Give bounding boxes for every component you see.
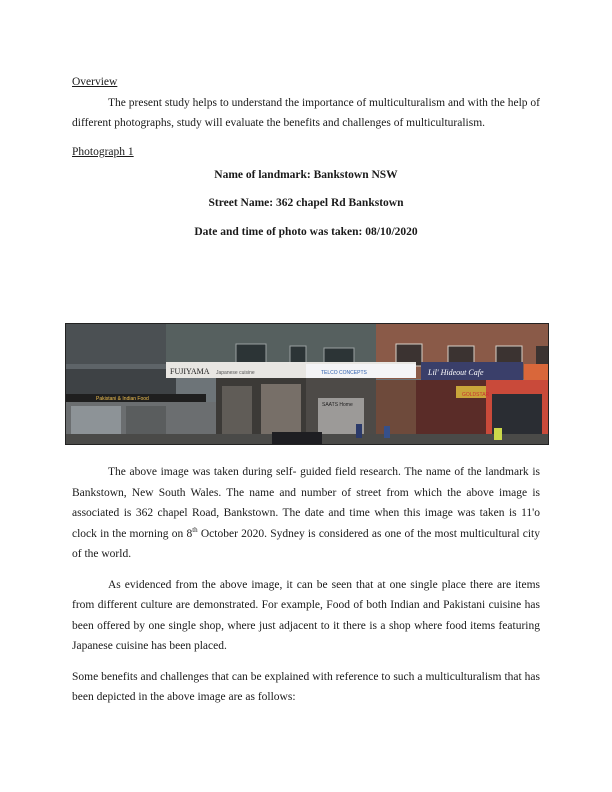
photograph-section: [72, 142, 540, 242]
sign-fujiyama-sub: Japanese cuisine: [216, 370, 255, 376]
landmark-line: Name of landmark: Bankstown NSW: [214, 168, 398, 181]
body-paragraph-3: Some benefits and challenges that can be explained with reference to such a multiculturalism that has been depicted in the above image are as follows:: [72, 670, 540, 703]
sign-indian: Pakistani & Indian Food: [96, 396, 149, 402]
sign-goldstar: GOLDSTAR: [462, 392, 490, 398]
overview-paragraph: The present study helps to understand the importance of multiculturalism and with the help of different photographs, study will evaluate the benefits and challenges of multiculturalism.: [72, 96, 540, 129]
ordinal-suffix: th: [192, 525, 198, 534]
sign-telco: TELCO CONCEPTS: [321, 370, 367, 376]
photograph-heading: Photograph 1: [72, 146, 134, 158]
body-paragraph-2: As evidenced from the above image, it can be seen that at one single place there are items from different culture are demonstrated. For example, Food of both Indian and Pakistani cuisine has been offered by one single shop, where just adjacent to it there is a shop where food items featuring Japanese cuisine has been placed.: [72, 578, 540, 652]
body-paragraph-1-start: The above image was taken during self- guided field research. The name of the landmark is Bankstown, New South Wales. The name and number of street from which the above image is associated is 362 chapel Road, Bankstown. The date and time when this image was taken is 11'o clock in the morning on 8: [72, 466, 540, 540]
street-line: Street Name: 362 chapel Rd Bankstown: [208, 197, 404, 209]
date-line: Date and time of photo was taken: 08/10/2020: [194, 225, 418, 238]
sign-cafe: Lil' Hideout Cafe: [428, 368, 484, 377]
sign-fujiyama: FUJIYAMA: [170, 367, 210, 376]
body-paragraph-1-end: October 2020. Sydney is considered as one of the most multicultural city of the world.: [72, 527, 540, 560]
body-section: [72, 462, 540, 708]
sign-home: SAATS Home: [322, 402, 353, 408]
overview-heading: Overview: [72, 76, 118, 88]
body-paragraph-1: [72, 462, 540, 565]
street-photograph: [65, 323, 549, 445]
overview-section: [72, 72, 540, 134]
